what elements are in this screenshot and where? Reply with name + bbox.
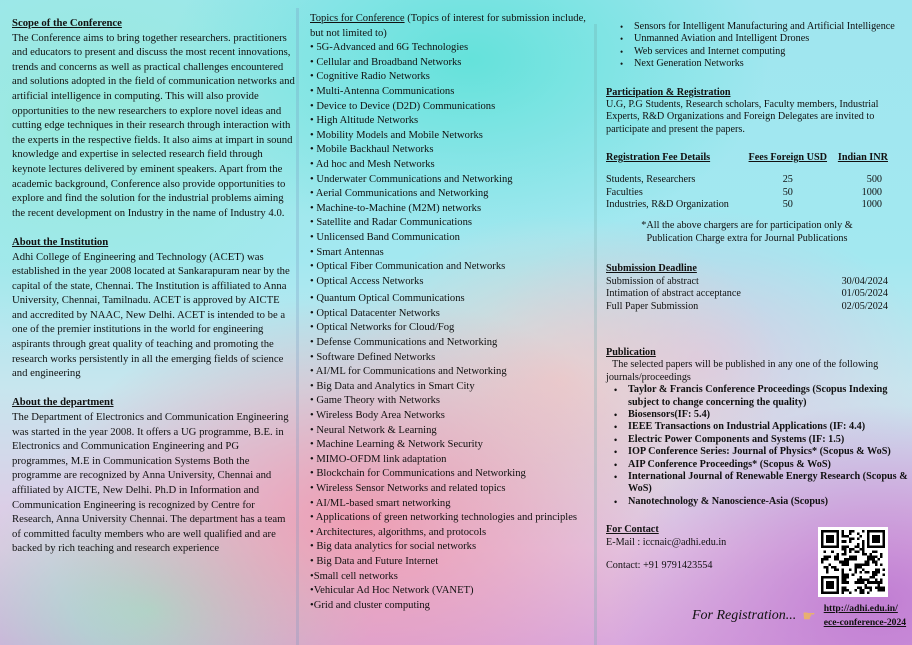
fee-note [606,220,888,245]
fee-usd: 50 [782,186,793,198]
topic-item: • Wireless Sensor Networks and related topics [310,483,506,494]
fee-category: Students, Researchers [606,174,696,186]
fee-note-line-1: *All the above chargers are for participation only & [641,220,853,232]
topic-item: • Mobile Backhaul Networks [310,144,434,156]
deadline-section [606,263,912,313]
fee-row [606,187,888,199]
publication-item: • IOP Conference Series: Journal of Physics* (Scopus & WoS) [620,446,912,458]
topic-item: • Unlicensed Band Communication [310,231,460,243]
topic-item: • MIMO-OFDM link adaptation [310,453,447,465]
topic-item: •Vehicular Ad Hoc Network (VANET) [310,585,474,597]
topic-item: • Cellular and Broadband Networks [310,56,462,68]
topic-item: • Machine Learning & Network Security [310,439,483,451]
deadline-row [606,301,888,313]
topic-item: • Software Defined Networks [310,351,436,363]
topic-item: • Neural Network & Learning [310,424,437,436]
institution-body-2: University, Chennai, Tamilnadu. ACET is approved by AICTE and accredited by NAAC, New Delhi. ACET is intended to be a one of the premier institutions in the world for engineering aspirants through great quality of teaching and promoting the research works persistently in all the emerging fields of science and engineering [12,294,286,380]
topic-item: • Multi-Antenna Communications [310,85,455,97]
institution-section [12,235,296,381]
participation-section [606,87,912,137]
more-topics-list [606,21,912,71]
registration-link[interactable] [824,602,906,630]
topic-item: • Ad hoc and Mesh Networks [310,158,435,170]
deadline-heading: Submission Deadline [606,263,697,275]
topic-item: • Game Theory with Networks [310,395,441,407]
participation-body: U.G, P.G Students, Research scholars, Faculty members, Industrial Experts, R&D Organizations and Foreign Delegates are invited to participate and present the papers. [606,99,879,135]
topic-item: • Quantum Optical Communications [310,293,465,305]
fee-header-inr: Indian INR [837,152,888,164]
topic-item: • Optical Fiber Communication and Networks [310,261,506,273]
publication-item: • Electric Power Components and Systems (IF: 1.5) [620,434,912,446]
topic-item: • Optical Networks for Cloud/Fog [310,322,455,334]
department-section [12,395,296,556]
publication-section [606,347,912,508]
fee-table-header [606,150,888,166]
fee-row [606,199,888,211]
topic-item: • Architectures, algorithms, and protocols [310,526,487,538]
contact-phone: Contact: +91 9791423554 [606,560,713,571]
registration-link-line-2[interactable]: ece-conference-2024 [823,617,907,628]
topic-item: • Wireless Body Area Networks [310,410,445,422]
middle-column [304,0,589,645]
topic-item: • Unmanned Aviation and Intelligent Drones [626,33,912,45]
fee-header-category: Registration Fee Details [606,152,711,164]
topic-item: • Machine-to-Machine (M2M) networks [310,202,482,214]
deadline-label: Full Paper Submission [606,300,699,312]
deadline-rows [606,276,912,313]
institution-body-1: Adhi College of Engineering and Technology (ACET) was established in the year 2008 located at Sankarapuram near by the capital of the state, Chennai. The Institution is affiliated to Anna [12,250,290,292]
topic-item: • Next Generation Networks [626,58,912,70]
deadline-label: Intimation of abstract acceptance [606,288,741,300]
fee-inr: 1000 [861,186,882,198]
topic-item: • AI/ML-based smart networking [310,497,451,509]
registration-label: For Registration... [692,608,797,623]
fee-inr: 1000 [861,199,882,211]
qr-code[interactable] [818,527,888,597]
fee-header-usd: Fees Foreign USD [748,152,828,164]
topic-item: • Aerial Communications and Networking [310,188,489,200]
publication-item: • AIP Conference Proceedings* (Scopus & WoS) [620,459,912,471]
topic-item: • Optical Datacenter Networks [310,307,440,319]
fee-row [606,174,888,186]
topic-item: • Satellite and Radar Communications [310,217,472,229]
topic-item: • Mobility Models and Mobile Networks [310,129,483,141]
topic-item: • Blockchain for Communications and Networking [310,468,526,480]
deadline-date: 02/05/2024 [841,300,888,312]
qr-code-image [821,530,885,594]
contact-heading: For Contact [606,524,659,536]
scope-heading: Scope of the Conference [12,17,122,29]
publication-heading: Publication [606,346,656,358]
pointing-hand-icon: ☛ [802,608,816,625]
fee-inr: 500 [866,174,882,186]
participation-heading: Participation & Registration [606,86,731,98]
deadline-date: 01/05/2024 [841,288,888,300]
publication-list [606,384,912,508]
department-heading: About the department [12,396,114,409]
topic-item: • Optical Access Networks [310,275,424,287]
publication-item: • Taylor & Francis Conference Proceedings (Scopus Indexing subject to change concerning the quality) [620,384,912,409]
fee-category: Faculties [606,186,643,198]
column-divider-left [296,8,299,645]
topic-item: • Sensors for Intelligent Manufacturing and Artificial Intelligence [626,21,912,33]
registration-line [692,602,906,630]
left-column [0,0,296,645]
publication-intro: The selected papers will be published in any one of the following journals/proceedings [606,359,879,383]
topic-item: • Defense Communications and Networking [310,337,498,349]
publication-item: • Nanotechnology & Nanoscience-Asia (Scopus) [620,496,912,508]
topic-item: •Grid and cluster computing [310,599,430,611]
fee-category: Industries, R&D Organization [606,199,729,211]
deadline-label: Submission of abstract [606,275,699,287]
fee-note-line-2: Publication Charge extra for Journal Publications [646,232,848,244]
registration-link-line-1[interactable]: http://adhi.edu.in/ [823,603,898,614]
publication-item: • IEEE Transactions on Industrial Applications (IF: 4.4) [620,421,912,433]
topic-item: • Device to Device (D2D) Communications [310,100,496,112]
topic-item: • Underwater Communications and Networking [310,173,513,185]
column-divider-right [594,24,597,645]
topics-note: (Topics of interest for submission include, but not limited to) [310,13,586,39]
topics-header [310,12,589,41]
topic-item: • 5G-Advanced and 6G Technologies [310,42,469,54]
topics-list [310,41,589,613]
department-body: The Department of Electronics and Communication Engineering was started in the year 2008. It offers a UG programme, B.E. in Electronics and Communication Engineering and PG programmes, M.E in Communication Systems Both the programme are recognized by Anna University, Chennai and affiliated by AICTE, New Delhi. Ph.D in Information and Communication Engineering is recognized by Centre for Research, Anna University Chennai. The department has a team of committed faculty members who are well qualified and are backed by rich teaching and research experience [12,411,289,555]
topic-item: • High Altitude Networks [310,115,419,127]
deadline-row [606,288,888,300]
topic-item: • Applications of green networking technologies and principles [310,512,578,524]
topic-item: • Big Data and Analytics in Smart City [310,380,475,392]
fee-usd: 50 [782,199,793,211]
deadline-row [606,276,888,288]
topic-item: • Big Data and Future Internet [310,555,439,567]
deadline-date: 30/04/2024 [841,275,888,287]
topic-item: • Big data analytics for social networks [310,541,477,553]
topic-item: • Web services and Internet computing [626,46,912,58]
fee-usd: 25 [782,174,793,186]
topic-item: •Small cell networks [310,570,398,582]
topic-item: • Cognitive Radio Networks [310,71,430,83]
topic-item: • Smart Antennas [310,246,384,258]
institution-heading: About the Institution [12,235,109,248]
contact-email[interactable]: E-Mail : iccnaic@adhi.edu.in [606,536,727,548]
fee-table [606,150,888,211]
publication-item: • Biosensors(IF: 5.4) [620,409,912,421]
scope-body: The Conference aims to bring together researchers. practitioners and educators to present and discuss the most recent innovations, trends and concerns as well as practical challenges encountered and solutions adopted in the field of communication networks and artificial intelligence in computing. This will also provide opportunities to the new researchers to explore novel ideas and cutting edge techniques in their research through interaction with the experts in the respective fields. It also aims at impart in sound knowledge and expertise in selected research field through keynote lectures delivered by eminent speakers. Apart from the academic background, Conference also provide opportunities to explore and find the solution for the industrial problems aiming the recent development on Industry in the name of Industry 4.0. [12,31,295,219]
publication-item: • International Journal of Renewable Energy Research (Scopus & WoS) [620,471,912,496]
scope-section [12,16,296,220]
topic-item: • AI/ML for Communications and Networking [310,366,507,378]
topics-heading: Topics for Conference [310,13,405,24]
